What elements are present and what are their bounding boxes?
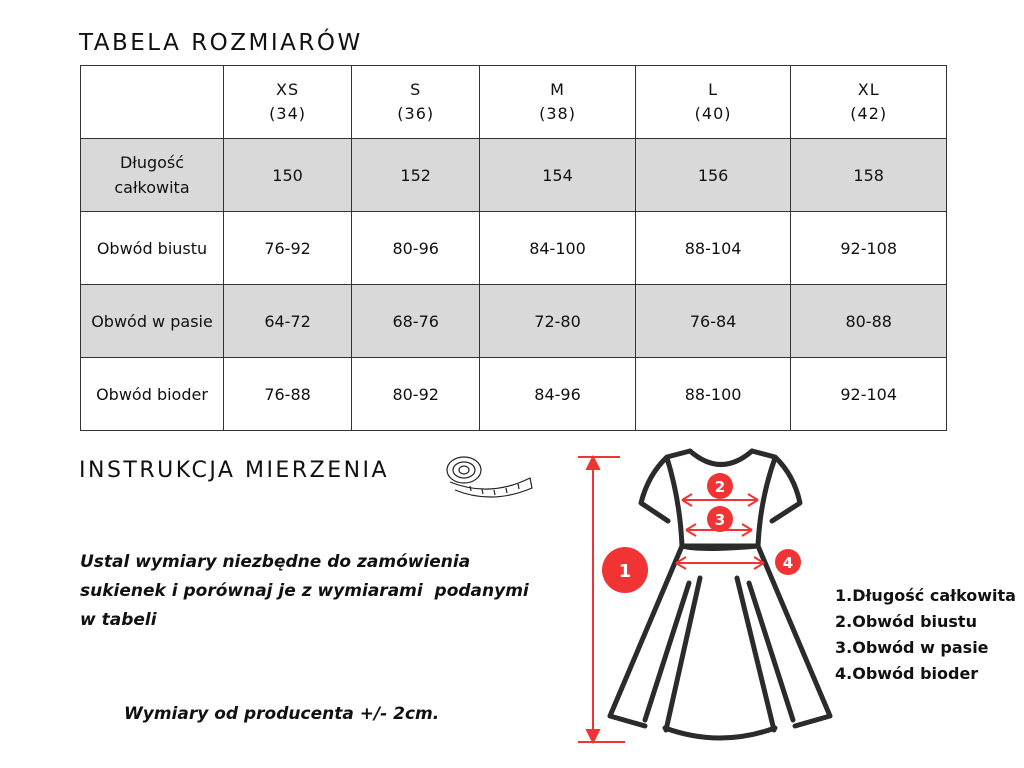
size-eu: (36) xyxy=(397,104,435,123)
size-eu: (38) xyxy=(539,104,576,123)
table-cell: 152 xyxy=(352,139,480,212)
legend-item: 2.Obwód biustu xyxy=(835,612,977,631)
legend-item: 1.Długość całkowita xyxy=(835,586,1016,605)
row-label: Obwód w pasie xyxy=(81,285,224,358)
table-cell: 84-96 xyxy=(480,358,636,431)
instructions-title: INSTRUKCJA MIERZENIA xyxy=(79,458,390,483)
size-name: M xyxy=(550,80,565,99)
tolerance-note: Wymiary od producenta +/- 2cm. xyxy=(124,704,440,724)
table-cell: 154 xyxy=(480,139,636,212)
instructions-line: sukienek i porównaj je z wymiarami podanymi xyxy=(80,581,529,601)
table-cell: 68-76 xyxy=(352,285,480,358)
table-cell: 150 xyxy=(224,139,352,212)
marker-label: 1 xyxy=(618,561,632,582)
table-cell: 64-72 xyxy=(224,285,352,358)
instructions-line: Ustal wymiary niezbędne do zamówienia xyxy=(80,552,471,572)
marker-label: 4 xyxy=(782,554,794,572)
marker-3 xyxy=(707,506,733,532)
row-label: Obwód biustu xyxy=(81,212,224,285)
marker-2 xyxy=(707,473,733,499)
legend-item: 3.Obwód w pasie xyxy=(835,638,989,657)
marker-label: 3 xyxy=(714,511,726,529)
table-cell: 84-100 xyxy=(480,212,636,285)
size-name: XS xyxy=(276,80,300,99)
table-cell: 80-88 xyxy=(791,285,947,358)
table-cell: 158 xyxy=(791,139,947,212)
marker-4 xyxy=(775,549,801,575)
size-eu: (42) xyxy=(850,104,888,123)
instructions-line: w tabeli xyxy=(80,610,157,630)
table-cell: 156 xyxy=(635,139,791,212)
table-cell: 80-92 xyxy=(352,358,480,431)
measurement-legend xyxy=(835,583,1016,687)
row-label-line: całkowita xyxy=(114,178,190,197)
table-cell: 76-84 xyxy=(635,285,791,358)
size-eu: (40) xyxy=(694,104,732,123)
row-label: Obwód bioder xyxy=(81,358,224,431)
table-cell: 88-100 xyxy=(635,358,791,431)
table-cell: 76-88 xyxy=(224,358,352,431)
marker-label: 2 xyxy=(714,478,726,496)
size-name: S xyxy=(410,80,422,99)
row-label-line: Długość xyxy=(119,153,185,172)
table-cell: 80-96 xyxy=(352,212,480,285)
marker-1 xyxy=(602,547,648,593)
legend-item: 4.Obwód bioder xyxy=(835,664,979,683)
size-name: XL xyxy=(857,80,880,99)
page-title: TABELA ROZMIARÓW xyxy=(79,30,363,56)
size-name: L xyxy=(708,80,719,99)
tape-measure-icon xyxy=(447,457,532,497)
table-cell: 92-108 xyxy=(791,212,947,285)
size-eu: (34) xyxy=(269,104,306,123)
table-cell: 72-80 xyxy=(480,285,636,358)
table-cell: 88-104 xyxy=(635,212,791,285)
table-cell: 76-92 xyxy=(224,212,352,285)
table-cell: 92-104 xyxy=(791,358,947,431)
